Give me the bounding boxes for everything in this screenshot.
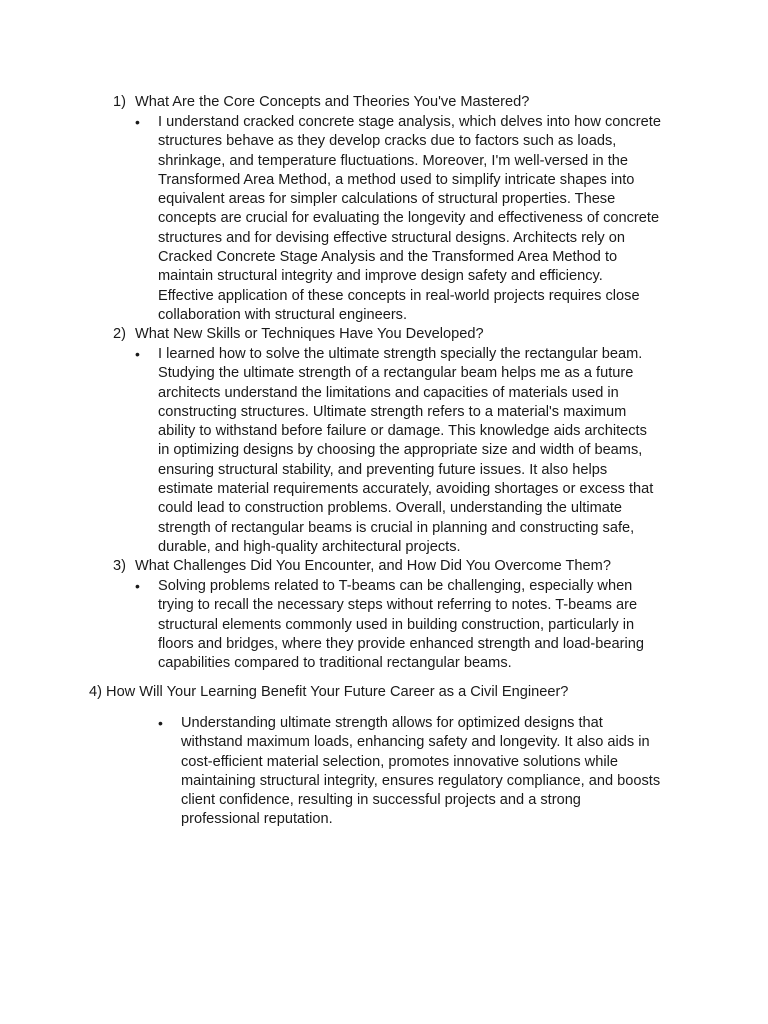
text-line: structures and for devising effective structural designs. Architects rely on <box>158 229 625 246</box>
text-line: I learned how to solve the ultimate strength specially the rectangular beam. <box>158 346 643 362</box>
question-2-number: 2) <box>113 326 126 342</box>
text-line: shrinkage, and temperature fluctuations. Moreover, I'm well-versed in the <box>158 152 629 169</box>
text-line: trying to recall the necessary steps without referring to notes. T-beams are <box>158 597 638 614</box>
text-line: durable, and high-quality architectural projects. <box>158 538 461 555</box>
text-line: estimate material requirements accurately, avoiding shortages or excess that <box>158 481 654 498</box>
text-line: concepts are crucial for evaluating the longevity and effectiveness of concrete <box>158 210 660 227</box>
text-line: Studying the ultimate strength of a rectangular beam helps me as a future <box>158 365 634 382</box>
text-line: withstand maximum loads, enhancing safety and longevity. It also aids in <box>181 734 650 751</box>
answer-2-text <box>158 345 653 557</box>
text-line: professional reputation. <box>181 811 333 828</box>
answer-1-text <box>158 113 661 325</box>
text-line: I understand cracked concrete stage analysis, which delves into how concrete <box>158 114 661 130</box>
text-line: Effective application of these concepts in real-world projects requires close <box>158 287 640 304</box>
bullet-dot: • <box>135 346 140 362</box>
question-3-text: What Challenges Did You Encounter, and How Did You Overcome Them? <box>135 558 611 574</box>
bullet-dot: • <box>158 715 163 731</box>
text-line: could lead to construction problems. Overall, understanding the ultimate <box>158 500 623 517</box>
text-line: Understanding ultimate strength allows for optimized designs that <box>181 715 603 731</box>
text-line: cost-efficient material selection, promotes innovative solutions while <box>181 753 618 770</box>
question-4-heading: 4) How Will Your Learning Benefit Your Future Career as a Civil Engineer? <box>89 684 569 700</box>
text-line: architects understand the limitations and capacities of materials used in <box>158 384 619 401</box>
bullet-dot: • <box>135 114 140 130</box>
text-line: structures behave as they develop cracks due to factors such as loads, <box>158 133 617 150</box>
question-2 <box>113 325 484 344</box>
answer-4-text <box>181 714 660 830</box>
text-line: collaboration with structural engineers. <box>158 306 408 323</box>
text-line: strength of rectangular beams is crucial in planning and constructing safe, <box>158 519 635 536</box>
text-line: ensuring structural stability, and preventing future issues. It also helps <box>158 461 608 478</box>
answer-3-text <box>158 577 644 673</box>
text-line: client confidence, resulting in successful projects and a strong <box>181 792 581 809</box>
question-3 <box>113 557 611 576</box>
question-3-number: 3) <box>113 558 126 574</box>
question-2-text: What New Skills or Techniques Have You Developed? <box>135 326 484 342</box>
text-line: equivalent areas for simpler calculations of structural properties. These <box>158 191 616 208</box>
bullet-dot: • <box>135 578 140 594</box>
text-line: floors and bridges, where they provide enhanced strength and load-bearing <box>158 635 644 652</box>
question-1-number: 1) <box>113 94 126 110</box>
text-line: Solving problems related to T-beams can be challenging, especially when <box>158 578 633 594</box>
text-line: capabilities compared to traditional rectangular beams. <box>158 655 512 672</box>
text-line: structural elements commonly used in building construction, particularly in <box>158 616 635 633</box>
question-1 <box>113 93 530 112</box>
text-line: ability to withstand before failure or damage. This knowledge aids architects <box>158 423 647 440</box>
text-line: maintain structural integrity and improve design safety and efficiency. <box>158 268 603 285</box>
text-line: Transformed Area Method, a method used to simplify intricate shapes into <box>158 171 635 188</box>
question-1-text: What Are the Core Concepts and Theories You've Mastered? <box>135 94 530 110</box>
text-line: maintaining structural integrity, ensures regulatory compliance, and boosts <box>181 772 661 789</box>
text-line: constructing structures. Ultimate strength refers to a material's maximum <box>158 403 627 420</box>
text-line: in optimizing designs by choosing the appropriate size and width of beams, <box>158 442 643 459</box>
text-line: Cracked Concrete Stage Analysis and the Transformed Area Method to <box>158 249 618 266</box>
